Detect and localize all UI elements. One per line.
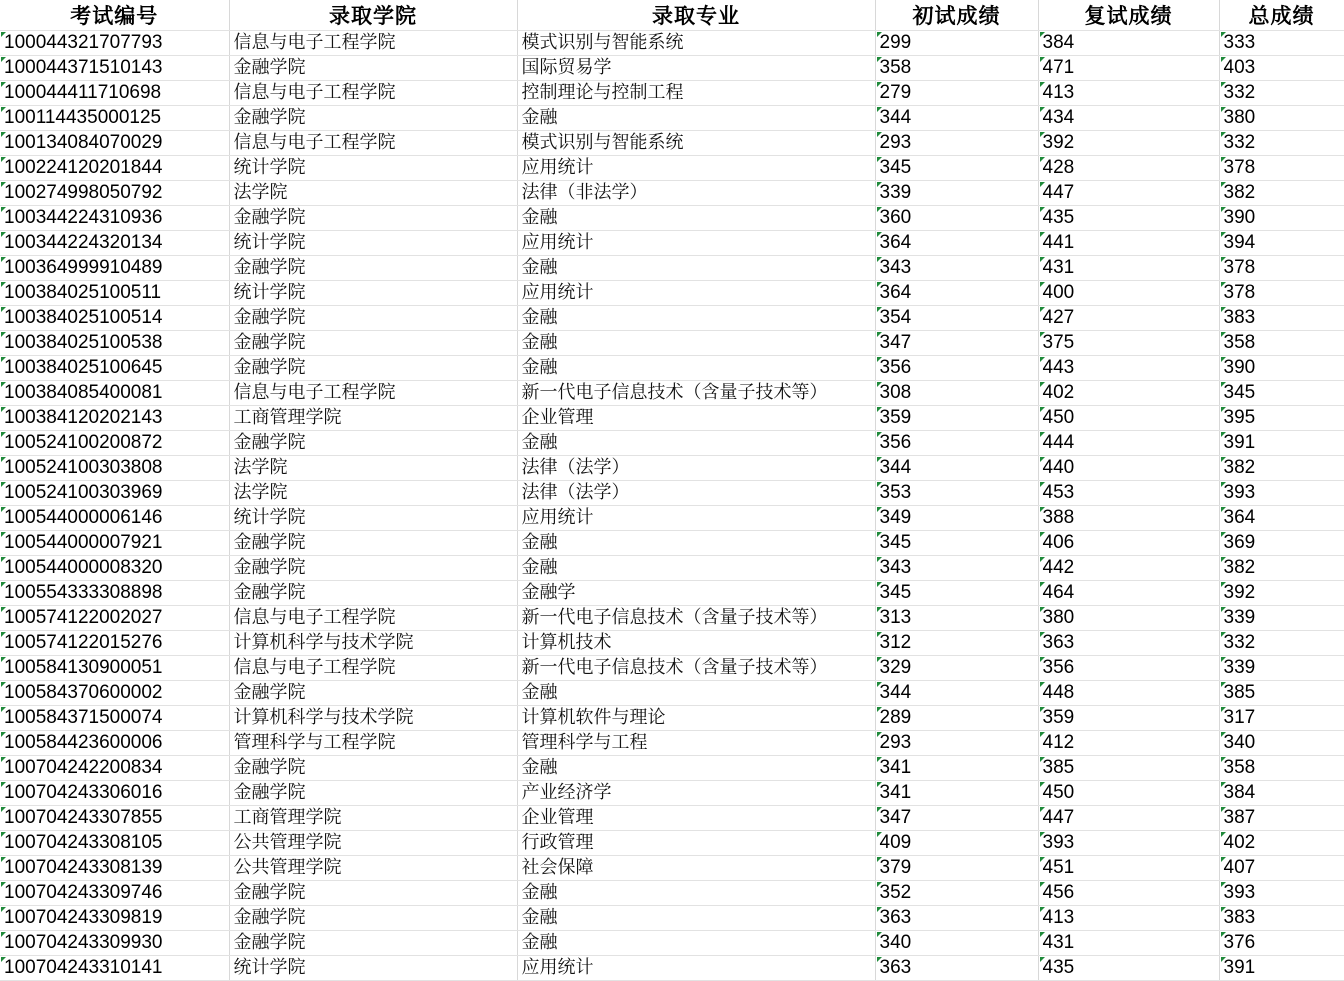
cell-exam-id[interactable]: 100384025100511 [0,281,229,306]
cell-initial-score[interactable]: 349 [875,506,1038,531]
cell-retest-score[interactable]: 456 [1038,881,1219,906]
table-row [0,881,1344,906]
cell-college[interactable]: 信息与电子工程学院 [229,81,517,106]
cell-college[interactable]: 金融学院 [229,331,517,356]
cell-initial-score[interactable]: 356 [875,356,1038,381]
cell-total-score[interactable]: 391 [1219,431,1344,456]
cell-college[interactable]: 金融学院 [229,531,517,556]
cell-total-score[interactable]: 339 [1219,656,1344,681]
cell-major[interactable]: 金融 [517,256,875,281]
cell-college[interactable]: 公共管理学院 [229,831,517,856]
cell-initial-score[interactable]: 313 [875,606,1038,631]
cell-exam-id[interactable]: 100384025100514 [0,306,229,331]
cell-major[interactable]: 金融 [517,206,875,231]
cell-exam-id[interactable]: 100384085400081 [0,381,229,406]
cell-retest-score[interactable]: 406 [1038,531,1219,556]
cell-retest-score[interactable]: 413 [1038,81,1219,106]
table-row [0,731,1344,756]
cell-exam-id[interactable]: 100224120201844 [0,156,229,181]
table-row [0,781,1344,806]
cell-major[interactable]: 社会保障 [517,856,875,881]
cell-total-score[interactable]: 382 [1219,456,1344,481]
table-row [0,356,1344,381]
cell-college[interactable]: 金融学院 [229,206,517,231]
cell-college[interactable]: 统计学院 [229,156,517,181]
cell-total-score[interactable]: 340 [1219,731,1344,756]
cell-major[interactable]: 金融 [517,756,875,781]
header-initial-score[interactable]: 初试成绩 [875,0,1038,31]
table-row [0,281,1344,306]
cell-major[interactable]: 应用统计 [517,281,875,306]
cell-total-score[interactable]: 392 [1219,581,1344,606]
cell-initial-score[interactable]: 352 [875,881,1038,906]
header-retest-score[interactable]: 复试成绩 [1038,0,1219,31]
cell-initial-score[interactable]: 344 [875,456,1038,481]
table-row [0,331,1344,356]
cell-total-score[interactable]: 332 [1219,81,1344,106]
cell-retest-score[interactable]: 443 [1038,356,1219,381]
cell-initial-score[interactable]: 340 [875,931,1038,956]
cell-major[interactable]: 金融 [517,531,875,556]
cell-exam-id[interactable]: 100574122015276 [0,631,229,656]
cell-college[interactable]: 金融学院 [229,931,517,956]
cell-initial-score[interactable]: 359 [875,406,1038,431]
cell-retest-score[interactable]: 448 [1038,681,1219,706]
cell-college[interactable]: 金融学院 [229,781,517,806]
cell-total-score[interactable]: 387 [1219,806,1344,831]
cell-exam-id[interactable]: 100524100303808 [0,456,229,481]
cell-retest-score[interactable]: 435 [1038,956,1219,981]
cell-college[interactable]: 统计学院 [229,956,517,981]
cell-retest-score[interactable]: 356 [1038,656,1219,681]
cell-retest-score[interactable]: 453 [1038,481,1219,506]
cell-retest-score[interactable]: 384 [1038,31,1219,56]
cell-major[interactable]: 金融 [517,431,875,456]
cell-total-score[interactable]: 390 [1219,206,1344,231]
cell-initial-score[interactable]: 299 [875,31,1038,56]
cell-initial-score[interactable]: 308 [875,381,1038,406]
cell-exam-id[interactable]: 100704243309930 [0,931,229,956]
cell-initial-score[interactable]: 379 [875,856,1038,881]
cell-college[interactable]: 工商管理学院 [229,806,517,831]
cell-major[interactable]: 计算机技术 [517,631,875,656]
cell-college[interactable]: 计算机科学与技术学院 [229,631,517,656]
cell-initial-score[interactable]: 363 [875,906,1038,931]
cell-retest-score[interactable]: 431 [1038,931,1219,956]
cell-initial-score[interactable]: 364 [875,231,1038,256]
cell-exam-id[interactable]: 100384025100538 [0,331,229,356]
table-row [0,106,1344,131]
cell-college[interactable]: 金融学院 [229,356,517,381]
cell-total-score[interactable]: 376 [1219,931,1344,956]
cell-retest-score[interactable]: 442 [1038,556,1219,581]
table-row [0,956,1344,981]
cell-total-score[interactable]: 345 [1219,381,1344,406]
cell-exam-id[interactable]: 100524100200872 [0,431,229,456]
cell-college[interactable]: 金融学院 [229,306,517,331]
cell-retest-score[interactable]: 431 [1038,256,1219,281]
cell-major[interactable]: 金融 [517,331,875,356]
cell-major[interactable]: 企业管理 [517,406,875,431]
cell-retest-score[interactable]: 441 [1038,231,1219,256]
cell-retest-score[interactable]: 471 [1038,56,1219,81]
cell-retest-score[interactable]: 388 [1038,506,1219,531]
cell-initial-score[interactable]: 293 [875,131,1038,156]
cell-retest-score[interactable]: 450 [1038,781,1219,806]
cell-college[interactable]: 金融学院 [229,556,517,581]
cell-total-score[interactable]: 393 [1219,881,1344,906]
cell-college[interactable]: 工商管理学院 [229,406,517,431]
cell-retest-score[interactable]: 400 [1038,281,1219,306]
cell-college[interactable]: 公共管理学院 [229,856,517,881]
cell-total-score[interactable]: 402 [1219,831,1344,856]
cell-initial-score[interactable]: 347 [875,331,1038,356]
cell-total-score[interactable]: 395 [1219,406,1344,431]
cell-total-score[interactable]: 339 [1219,606,1344,631]
cell-college[interactable]: 信息与电子工程学院 [229,31,517,56]
cell-total-score[interactable]: 369 [1219,531,1344,556]
cell-retest-score[interactable]: 440 [1038,456,1219,481]
cell-retest-score[interactable]: 427 [1038,306,1219,331]
cell-total-score[interactable]: 378 [1219,281,1344,306]
cell-major[interactable]: 管理科学与工程 [517,731,875,756]
cell-exam-id[interactable]: 100344224310936 [0,206,229,231]
cell-major[interactable]: 金融 [517,356,875,381]
cell-major[interactable]: 国际贸易学 [517,56,875,81]
cell-retest-score[interactable]: 450 [1038,406,1219,431]
cell-retest-score[interactable]: 385 [1038,756,1219,781]
cell-college[interactable]: 金融学院 [229,756,517,781]
cell-total-score[interactable]: 385 [1219,681,1344,706]
cell-total-score[interactable]: 393 [1219,481,1344,506]
cell-total-score[interactable]: 332 [1219,631,1344,656]
table-row [0,831,1344,856]
cell-total-score[interactable]: 332 [1219,131,1344,156]
cell-college[interactable]: 法学院 [229,456,517,481]
cell-major[interactable]: 应用统计 [517,506,875,531]
cell-total-score[interactable]: 358 [1219,331,1344,356]
cell-college[interactable]: 信息与电子工程学院 [229,656,517,681]
cell-initial-score[interactable]: 293 [875,731,1038,756]
cell-college[interactable]: 金融学院 [229,681,517,706]
cell-exam-id[interactable]: 100364999910489 [0,256,229,281]
table-row [0,381,1344,406]
cell-major[interactable]: 应用统计 [517,231,875,256]
cell-major[interactable]: 金融学 [517,581,875,606]
cell-major[interactable]: 模式识别与智能系统 [517,31,875,56]
table-row [0,456,1344,481]
cell-total-score[interactable]: 333 [1219,31,1344,56]
cell-major[interactable]: 计算机软件与理论 [517,706,875,731]
cell-college[interactable]: 信息与电子工程学院 [229,606,517,631]
table-row [0,906,1344,931]
cell-initial-score[interactable]: 360 [875,206,1038,231]
cell-major[interactable]: 法律（法学） [517,481,875,506]
table-row [0,606,1344,631]
cell-initial-score[interactable]: 353 [875,481,1038,506]
cell-retest-score[interactable]: 434 [1038,106,1219,131]
cell-major[interactable]: 金融 [517,931,875,956]
cell-exam-id[interactable]: 100134084070029 [0,131,229,156]
table-row [0,506,1344,531]
cell-initial-score[interactable]: 329 [875,656,1038,681]
cell-retest-score[interactable]: 359 [1038,706,1219,731]
cell-initial-score[interactable]: 341 [875,756,1038,781]
cell-exam-id[interactable]: 100544000006146 [0,506,229,531]
cell-initial-score[interactable]: 312 [875,631,1038,656]
cell-exam-id[interactable]: 100704243308105 [0,831,229,856]
cell-total-score[interactable]: 383 [1219,906,1344,931]
table-row [0,431,1344,456]
cell-major[interactable]: 金融 [517,106,875,131]
table-row [0,706,1344,731]
cell-major[interactable]: 金融 [517,881,875,906]
cell-college[interactable]: 金融学院 [229,881,517,906]
cell-exam-id[interactable]: 100044321707793 [0,31,229,56]
cell-exam-id[interactable]: 100704243307855 [0,806,229,831]
cell-retest-score[interactable]: 375 [1038,331,1219,356]
cell-college[interactable]: 金融学院 [229,431,517,456]
cell-initial-score[interactable]: 345 [875,156,1038,181]
cell-exam-id[interactable]: 100704243308139 [0,856,229,881]
cell-major[interactable]: 新一代电子信息技术（含量子技术等） [517,656,875,681]
cell-retest-score[interactable]: 435 [1038,206,1219,231]
cell-retest-score[interactable]: 392 [1038,131,1219,156]
cell-total-score[interactable]: 378 [1219,256,1344,281]
cell-total-score[interactable]: 378 [1219,156,1344,181]
cell-initial-score[interactable]: 339 [875,181,1038,206]
cell-major[interactable]: 企业管理 [517,806,875,831]
cell-retest-score[interactable]: 464 [1038,581,1219,606]
header-exam-id[interactable]: 考试编号 [0,0,229,31]
cell-college[interactable]: 统计学院 [229,231,517,256]
cell-college[interactable]: 金融学院 [229,106,517,131]
cell-total-score[interactable]: 391 [1219,956,1344,981]
cell-initial-score[interactable]: 343 [875,256,1038,281]
cell-major[interactable]: 产业经济学 [517,781,875,806]
cell-major[interactable]: 新一代电子信息技术（含量子技术等） [517,381,875,406]
table-row [0,306,1344,331]
cell-exam-id[interactable]: 100574122002027 [0,606,229,631]
cell-exam-id[interactable]: 100044371510143 [0,56,229,81]
cell-total-score[interactable]: 384 [1219,781,1344,806]
cell-major[interactable]: 应用统计 [517,956,875,981]
cell-major[interactable]: 金融 [517,681,875,706]
cell-exam-id[interactable]: 100704242200834 [0,756,229,781]
cell-exam-id[interactable]: 100584130900051 [0,656,229,681]
cell-retest-score[interactable]: 380 [1038,606,1219,631]
cell-initial-score[interactable]: 356 [875,431,1038,456]
cell-retest-score[interactable]: 451 [1038,856,1219,881]
cell-initial-score[interactable]: 344 [875,681,1038,706]
cell-initial-score[interactable]: 343 [875,556,1038,581]
table-row [0,581,1344,606]
cell-total-score[interactable]: 364 [1219,506,1344,531]
cell-initial-score[interactable]: 289 [875,706,1038,731]
cell-college[interactable]: 信息与电子工程学院 [229,381,517,406]
cell-initial-score[interactable]: 364 [875,281,1038,306]
cell-major[interactable]: 金融 [517,306,875,331]
header-college[interactable]: 录取学院 [229,0,517,31]
table-row [0,856,1344,881]
cell-total-score[interactable]: 403 [1219,56,1344,81]
cell-total-score[interactable]: 407 [1219,856,1344,881]
cell-college[interactable]: 法学院 [229,481,517,506]
cell-initial-score[interactable]: 345 [875,531,1038,556]
cell-college[interactable]: 统计学院 [229,506,517,531]
cell-major[interactable]: 金融 [517,556,875,581]
cell-exam-id[interactable]: 100704243309819 [0,906,229,931]
cell-exam-id[interactable]: 100544000008320 [0,556,229,581]
table-row [0,81,1344,106]
table-row [0,206,1344,231]
cell-exam-id[interactable]: 100114435000125 [0,106,229,131]
cell-total-score[interactable]: 380 [1219,106,1344,131]
cell-major[interactable]: 控制理论与控制工程 [517,81,875,106]
cell-initial-score[interactable]: 345 [875,581,1038,606]
cell-college[interactable]: 金融学院 [229,906,517,931]
cell-retest-score[interactable]: 444 [1038,431,1219,456]
header-row [0,0,1344,31]
cell-exam-id[interactable]: 100544000007921 [0,531,229,556]
cell-college[interactable]: 信息与电子工程学院 [229,131,517,156]
cell-exam-id[interactable]: 100704243306016 [0,781,229,806]
cell-exam-id[interactable]: 100344224320134 [0,231,229,256]
cell-college[interactable]: 法学院 [229,181,517,206]
cell-total-score[interactable]: 358 [1219,756,1344,781]
cell-total-score[interactable]: 317 [1219,706,1344,731]
cell-initial-score[interactable]: 347 [875,806,1038,831]
cell-exam-id[interactable]: 100044411710698 [0,81,229,106]
cell-college[interactable]: 统计学院 [229,281,517,306]
table-row [0,156,1344,181]
cell-retest-score[interactable]: 363 [1038,631,1219,656]
cell-total-score[interactable]: 383 [1219,306,1344,331]
cell-college[interactable]: 管理科学与工程学院 [229,731,517,756]
table-row [0,556,1344,581]
table-row [0,681,1344,706]
cell-retest-score[interactable]: 393 [1038,831,1219,856]
table-row [0,481,1344,506]
cell-major[interactable]: 模式识别与智能系统 [517,131,875,156]
table-row [0,256,1344,281]
cell-exam-id[interactable]: 100554333308898 [0,581,229,606]
cell-major[interactable]: 新一代电子信息技术（含量子技术等） [517,606,875,631]
table-row [0,756,1344,781]
cell-retest-score[interactable]: 412 [1038,731,1219,756]
header-major[interactable]: 录取专业 [517,0,875,31]
cell-retest-score[interactable]: 428 [1038,156,1219,181]
cell-total-score[interactable]: 382 [1219,556,1344,581]
cell-total-score[interactable]: 390 [1219,356,1344,381]
cell-retest-score[interactable]: 447 [1038,806,1219,831]
cell-initial-score[interactable]: 409 [875,831,1038,856]
table-row [0,56,1344,81]
cell-college[interactable]: 金融学院 [229,581,517,606]
cell-college[interactable]: 计算机科学与技术学院 [229,706,517,731]
table-row [0,806,1344,831]
cell-initial-score[interactable]: 363 [875,956,1038,981]
cell-total-score[interactable]: 382 [1219,181,1344,206]
cell-college[interactable]: 金融学院 [229,56,517,81]
cell-major[interactable]: 法律（法学） [517,456,875,481]
cell-exam-id[interactable]: 100384120202143 [0,406,229,431]
table-row [0,656,1344,681]
table-row [0,531,1344,556]
table-row [0,181,1344,206]
cell-major[interactable]: 行政管理 [517,831,875,856]
cell-initial-score[interactable]: 341 [875,781,1038,806]
table-row [0,631,1344,656]
cell-major[interactable]: 应用统计 [517,156,875,181]
table-row [0,31,1344,56]
cell-initial-score[interactable]: 344 [875,106,1038,131]
cell-exam-id[interactable]: 100524100303969 [0,481,229,506]
cell-exam-id[interactable]: 100584371500074 [0,706,229,731]
table-row [0,406,1344,431]
cell-initial-score[interactable]: 354 [875,306,1038,331]
table-row [0,131,1344,156]
cell-exam-id[interactable]: 100274998050792 [0,181,229,206]
cell-exam-id[interactable]: 100584370600002 [0,681,229,706]
table-row [0,931,1344,956]
table-row [0,231,1344,256]
cell-major[interactable]: 金融 [517,906,875,931]
table-body [0,31,1344,981]
cell-retest-score[interactable]: 402 [1038,381,1219,406]
cell-exam-id[interactable]: 100704243310141 [0,956,229,981]
cell-initial-score[interactable]: 358 [875,56,1038,81]
cell-retest-score[interactable]: 413 [1038,906,1219,931]
cell-exam-id[interactable]: 100704243309746 [0,881,229,906]
cell-initial-score[interactable]: 279 [875,81,1038,106]
cell-retest-score[interactable]: 447 [1038,181,1219,206]
cell-college[interactable]: 金融学院 [229,256,517,281]
cell-exam-id[interactable]: 100384025100645 [0,356,229,381]
cell-major[interactable]: 法律（非法学） [517,181,875,206]
header-total-score[interactable]: 总成绩 [1219,0,1344,31]
cell-exam-id[interactable]: 100584423600006 [0,731,229,756]
cell-total-score[interactable]: 394 [1219,231,1344,256]
